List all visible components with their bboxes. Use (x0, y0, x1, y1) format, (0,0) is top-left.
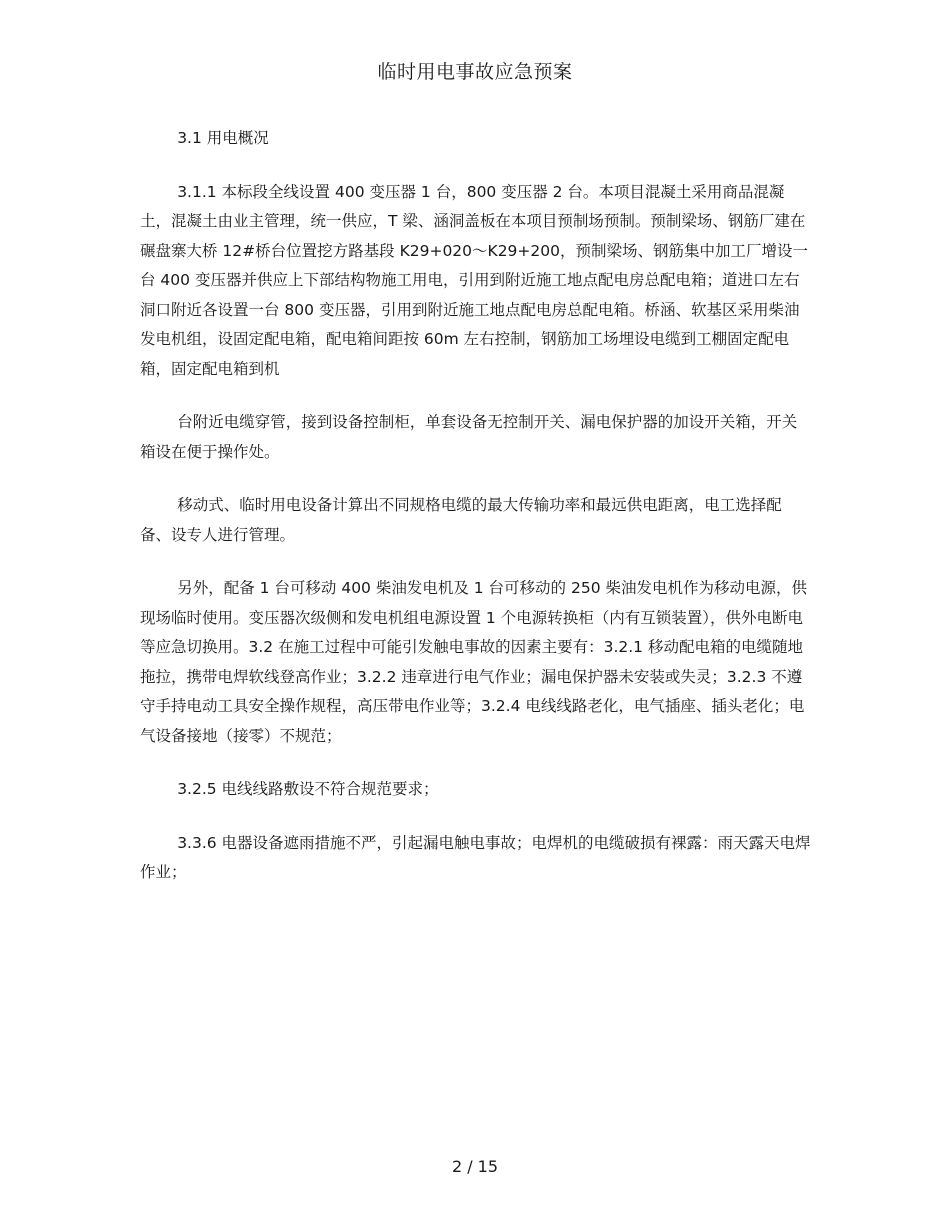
paragraph-gap (140, 751, 812, 775)
document-body (140, 124, 812, 888)
paragraph-gap (140, 805, 812, 829)
paragraph-gap (140, 384, 812, 408)
paragraph-section-3-2-5: 3.2.5 电线线路敷设不符合规范要求； (177, 780, 439, 798)
paragraph-cable-conduit: 台附近电缆穿管，接到设备控制柜，单套设备无控制开关、漏电保护器的加设开关箱，开关箱设在便于操作处。 (140, 413, 798, 461)
paragraph-gap (140, 550, 812, 574)
paragraph-mobile-equipment: 移动式、临时用电设备计算出不同规格电缆的最大传输功率和最远供电距离，电工选择配备、设专人进行管理。 (140, 496, 782, 544)
document-title: 临时用电事故应急预案 (377, 61, 573, 83)
paragraph-gap (140, 154, 812, 178)
paragraph-backup-generators: 另外，配备 1 台可移动 400 柴油发电机及 1 台可移动的 250 柴油发电机作为移动电源，供现场临时使用。变压器次级侧和发电机组电源设置 1 个电源转换柜（内有互锁装置），供外电断电等应急切换用。3.2 在施工过程中可能引发触电事故的因素主要有：3.2.1 移动配电箱的电缆随地拖拉，携带电焊软线登高作业；3.2.2 违章进行电气作业；漏电保护器未安装或失灵；3.2.3 不遵守手持电动工具安全操作规程，高压带电作业等；3.2.4 电线线路老化，电气插座、插头老化；电气设备接地（接零）不规范； (140, 579, 807, 745)
paragraph-section-3-1: 3.1 用电概况 (177, 129, 269, 147)
paragraph-gap (140, 467, 812, 491)
page-number: 2 / 15 (451, 1157, 499, 1176)
paragraph-section-3-3-6: 3.3.6 电器设备遮雨措施不严，引起漏电触电事故；电焊机的电缆破损有裸露：雨天露天电焊作业； (140, 833, 811, 881)
paragraph-section-3-1-1: 3.1.1 本标段全线设置 400 变压器 1 台，800 变压器 2 台。本项目混凝土采用商品混凝土，混凝土由业主管理，统一供应，T 梁、涵洞盖板在本项目预制场预制。预制梁场、钢筋厂建在碾盘寨大桥 12#桥台位置挖方路基段 K29+020～K29+200，预制梁场、钢筋集中加工厂增设一台 400 变压器并供应上下部结构物施工用电，引用到附近施工地点配电房总配电箱；道进口左右洞口附近各设置一台 800 变压器，引用到附近施工地点配电房总配电箱。桥涵、软基区采用柴油发电机组，设固定配电箱，配电箱间距按 60m 左右控制，钢筋加工场埋设电缆到工棚固定配电箱，固定配电箱到机 (140, 182, 808, 378)
